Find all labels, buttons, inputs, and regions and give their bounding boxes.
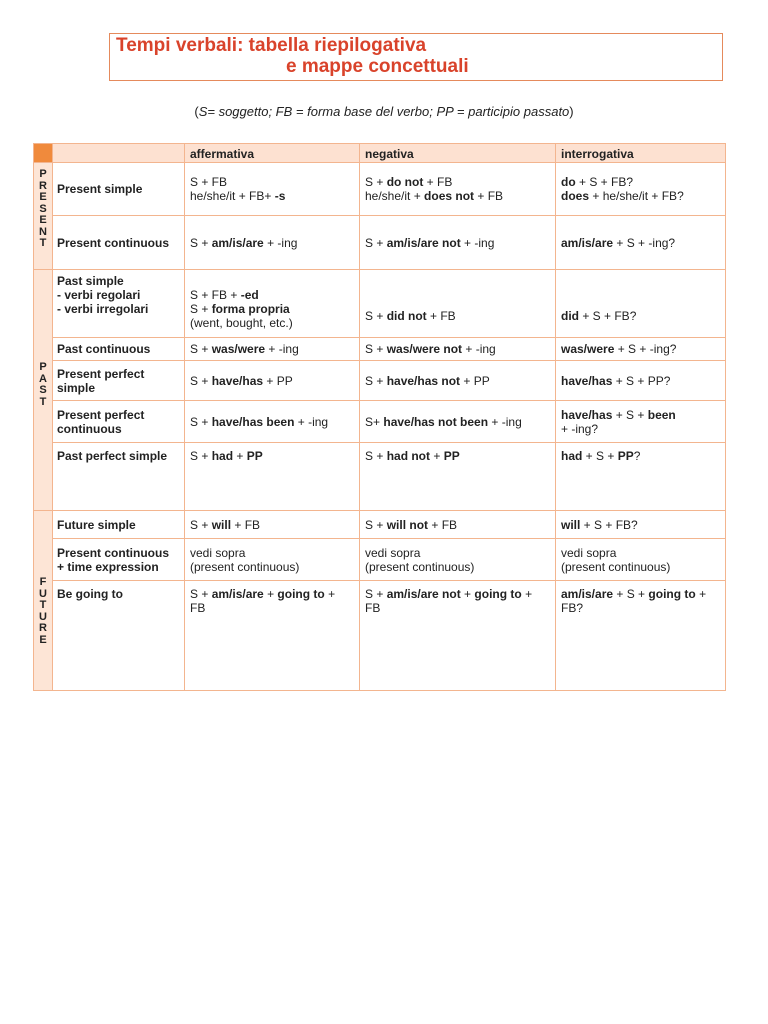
cell-line: am/is/are + S + going to + — [561, 587, 707, 601]
header-corner — [33, 143, 53, 163]
cell-aff — [185, 216, 360, 270]
cell-line: S + was/were + -ing — [190, 342, 299, 356]
cell-neg — [360, 216, 556, 270]
cell-int — [556, 511, 726, 539]
cell-aff — [185, 361, 360, 401]
cell-line: had + S + PP? — [561, 449, 641, 463]
row-label-line: Past perfect simple — [57, 449, 168, 463]
row-label-line: Present perfect — [57, 366, 145, 381]
row-label-line: Present continuous — [57, 235, 170, 250]
cell-line: S + forma propria — [190, 301, 290, 316]
row-label-line: Future simple — [57, 517, 136, 532]
group-label-future: F U T U R E — [39, 576, 47, 646]
row-label — [53, 511, 185, 539]
row-label-line: continuous — [57, 421, 122, 436]
cell-line: am/is/are + S + -ing? — [561, 235, 676, 250]
cell-line: S + FB + -ed — [190, 287, 259, 302]
cell-line: S + do not + FB — [365, 175, 453, 189]
cell-neg — [360, 581, 556, 691]
cell-line: (present continuous) — [190, 559, 300, 574]
cell-line: vedi sopra — [365, 545, 421, 560]
cell-line: S + am/is/are + going to + — [190, 587, 336, 601]
cell-neg — [360, 270, 556, 338]
cell-line: (went, bought, etc.) — [190, 315, 293, 330]
cell-aff — [185, 511, 360, 539]
cell-line: S + had not + PP — [365, 449, 460, 463]
cell-aff — [185, 443, 360, 511]
group-label-past: P A S T — [39, 361, 47, 408]
cell-line: he/she/it + FB+ -s — [190, 189, 286, 203]
cell-line: S + had + PP — [190, 449, 263, 463]
cell-int — [556, 401, 726, 443]
cell-line: do + S + FB? — [561, 175, 634, 189]
row-label-line: Present continuous — [57, 545, 170, 560]
legend-text: S= soggetto; FB = forma base del verbo; PP = participio passato — [198, 104, 570, 119]
cell-line: did + S + FB? — [561, 308, 637, 323]
cell-neg — [360, 361, 556, 401]
page-title-line1: Tempi verbali: tabella riepilogativa — [116, 35, 427, 56]
cell-line: vedi sopra — [190, 545, 246, 560]
group-present — [33, 163, 53, 270]
row-label — [53, 361, 185, 401]
cell-int — [556, 361, 726, 401]
row-label-line: Past simple — [57, 274, 124, 288]
header-affermativa: affermativa — [185, 143, 360, 163]
verb-tense-table — [33, 143, 726, 691]
row-label-line: - verbi regolari — [57, 288, 141, 302]
legend — [0, 104, 768, 119]
cell-int — [556, 338, 726, 361]
row-label — [53, 401, 185, 443]
row-label — [53, 270, 185, 338]
cell-neg — [360, 338, 556, 361]
cell-int — [556, 539, 726, 581]
cell-line: + -ing? — [561, 421, 599, 436]
cell-line: S + have/has not + PP — [365, 373, 490, 388]
cell-line: S + am/is/are not + -ing — [365, 235, 495, 250]
row-label — [53, 539, 185, 581]
cell-line: S + did not + FB — [365, 308, 456, 323]
row-label — [53, 443, 185, 511]
cell-neg — [360, 401, 556, 443]
cell-line: have/has + S + been — [561, 407, 676, 422]
row-label-line: Past continuous — [57, 342, 151, 356]
legend-open: ( — [194, 104, 199, 119]
row-label — [53, 338, 185, 361]
cell-line: S + am/is/are + -ing — [190, 235, 298, 250]
cell-int — [556, 216, 726, 270]
cell-neg — [360, 163, 556, 216]
cell-line: have/has + S + PP? — [561, 373, 671, 388]
row-label-line: Present simple — [57, 182, 143, 196]
cell-line: FB — [190, 601, 206, 615]
cell-line: he/she/it + does not + FB — [365, 189, 504, 203]
header-negativa: negativa — [360, 143, 556, 163]
cell-aff — [185, 163, 360, 216]
legend-close: ) — [569, 104, 574, 119]
cell-line: S+ have/has not been + -ing — [365, 414, 522, 429]
row-label-line: simple — [57, 380, 96, 395]
row-label — [53, 216, 185, 270]
header-empty — [53, 143, 185, 163]
cell-aff — [185, 581, 360, 691]
row-label-line: Present perfect — [57, 407, 145, 422]
row-label — [53, 581, 185, 691]
row-label — [53, 163, 185, 216]
cell-aff — [185, 539, 360, 581]
cell-aff — [185, 338, 360, 361]
cell-line: does + he/she/it + FB? — [561, 189, 684, 203]
row-label-line: + time expression — [57, 559, 159, 574]
cell-neg — [360, 443, 556, 511]
cell-line: (present continuous) — [561, 559, 671, 574]
header-interrogativa: interrogativa — [556, 143, 726, 163]
group-label-present: P R E S E N T — [39, 168, 47, 249]
cell-line: S + will not + FB — [365, 517, 458, 532]
cell-line: will + S + FB? — [561, 517, 638, 532]
cell-neg — [360, 511, 556, 539]
cell-line: was/were + S + -ing? — [561, 342, 677, 356]
cell-line: (present continuous) — [365, 559, 475, 574]
cell-int — [556, 163, 726, 216]
cell-line: FB? — [561, 601, 584, 615]
cell-line: S + FB — [190, 175, 228, 189]
cell-line: S + have/has been + -ing — [190, 414, 329, 429]
cell-line: S + was/were not + -ing — [365, 342, 496, 356]
cell-line: S + have/has + PP — [190, 373, 293, 388]
row-label-line: - verbi irregolari — [57, 302, 149, 316]
cell-int — [556, 270, 726, 338]
group-past — [33, 270, 53, 511]
cell-line: S + will + FB — [190, 517, 261, 532]
cell-int — [556, 443, 726, 511]
cell-neg — [360, 539, 556, 581]
cell-aff — [185, 270, 360, 338]
group-future — [33, 511, 53, 691]
row-label-line: Be going to — [57, 587, 123, 601]
cell-line: vedi sopra — [561, 545, 617, 560]
cell-int — [556, 581, 726, 691]
cell-aff — [185, 401, 360, 443]
cell-line: S + am/is/are not + going to + — [365, 587, 533, 601]
page-title-line2: e mappe concettuali — [286, 56, 469, 77]
cell-line: FB — [365, 601, 381, 615]
title-box — [109, 33, 723, 81]
